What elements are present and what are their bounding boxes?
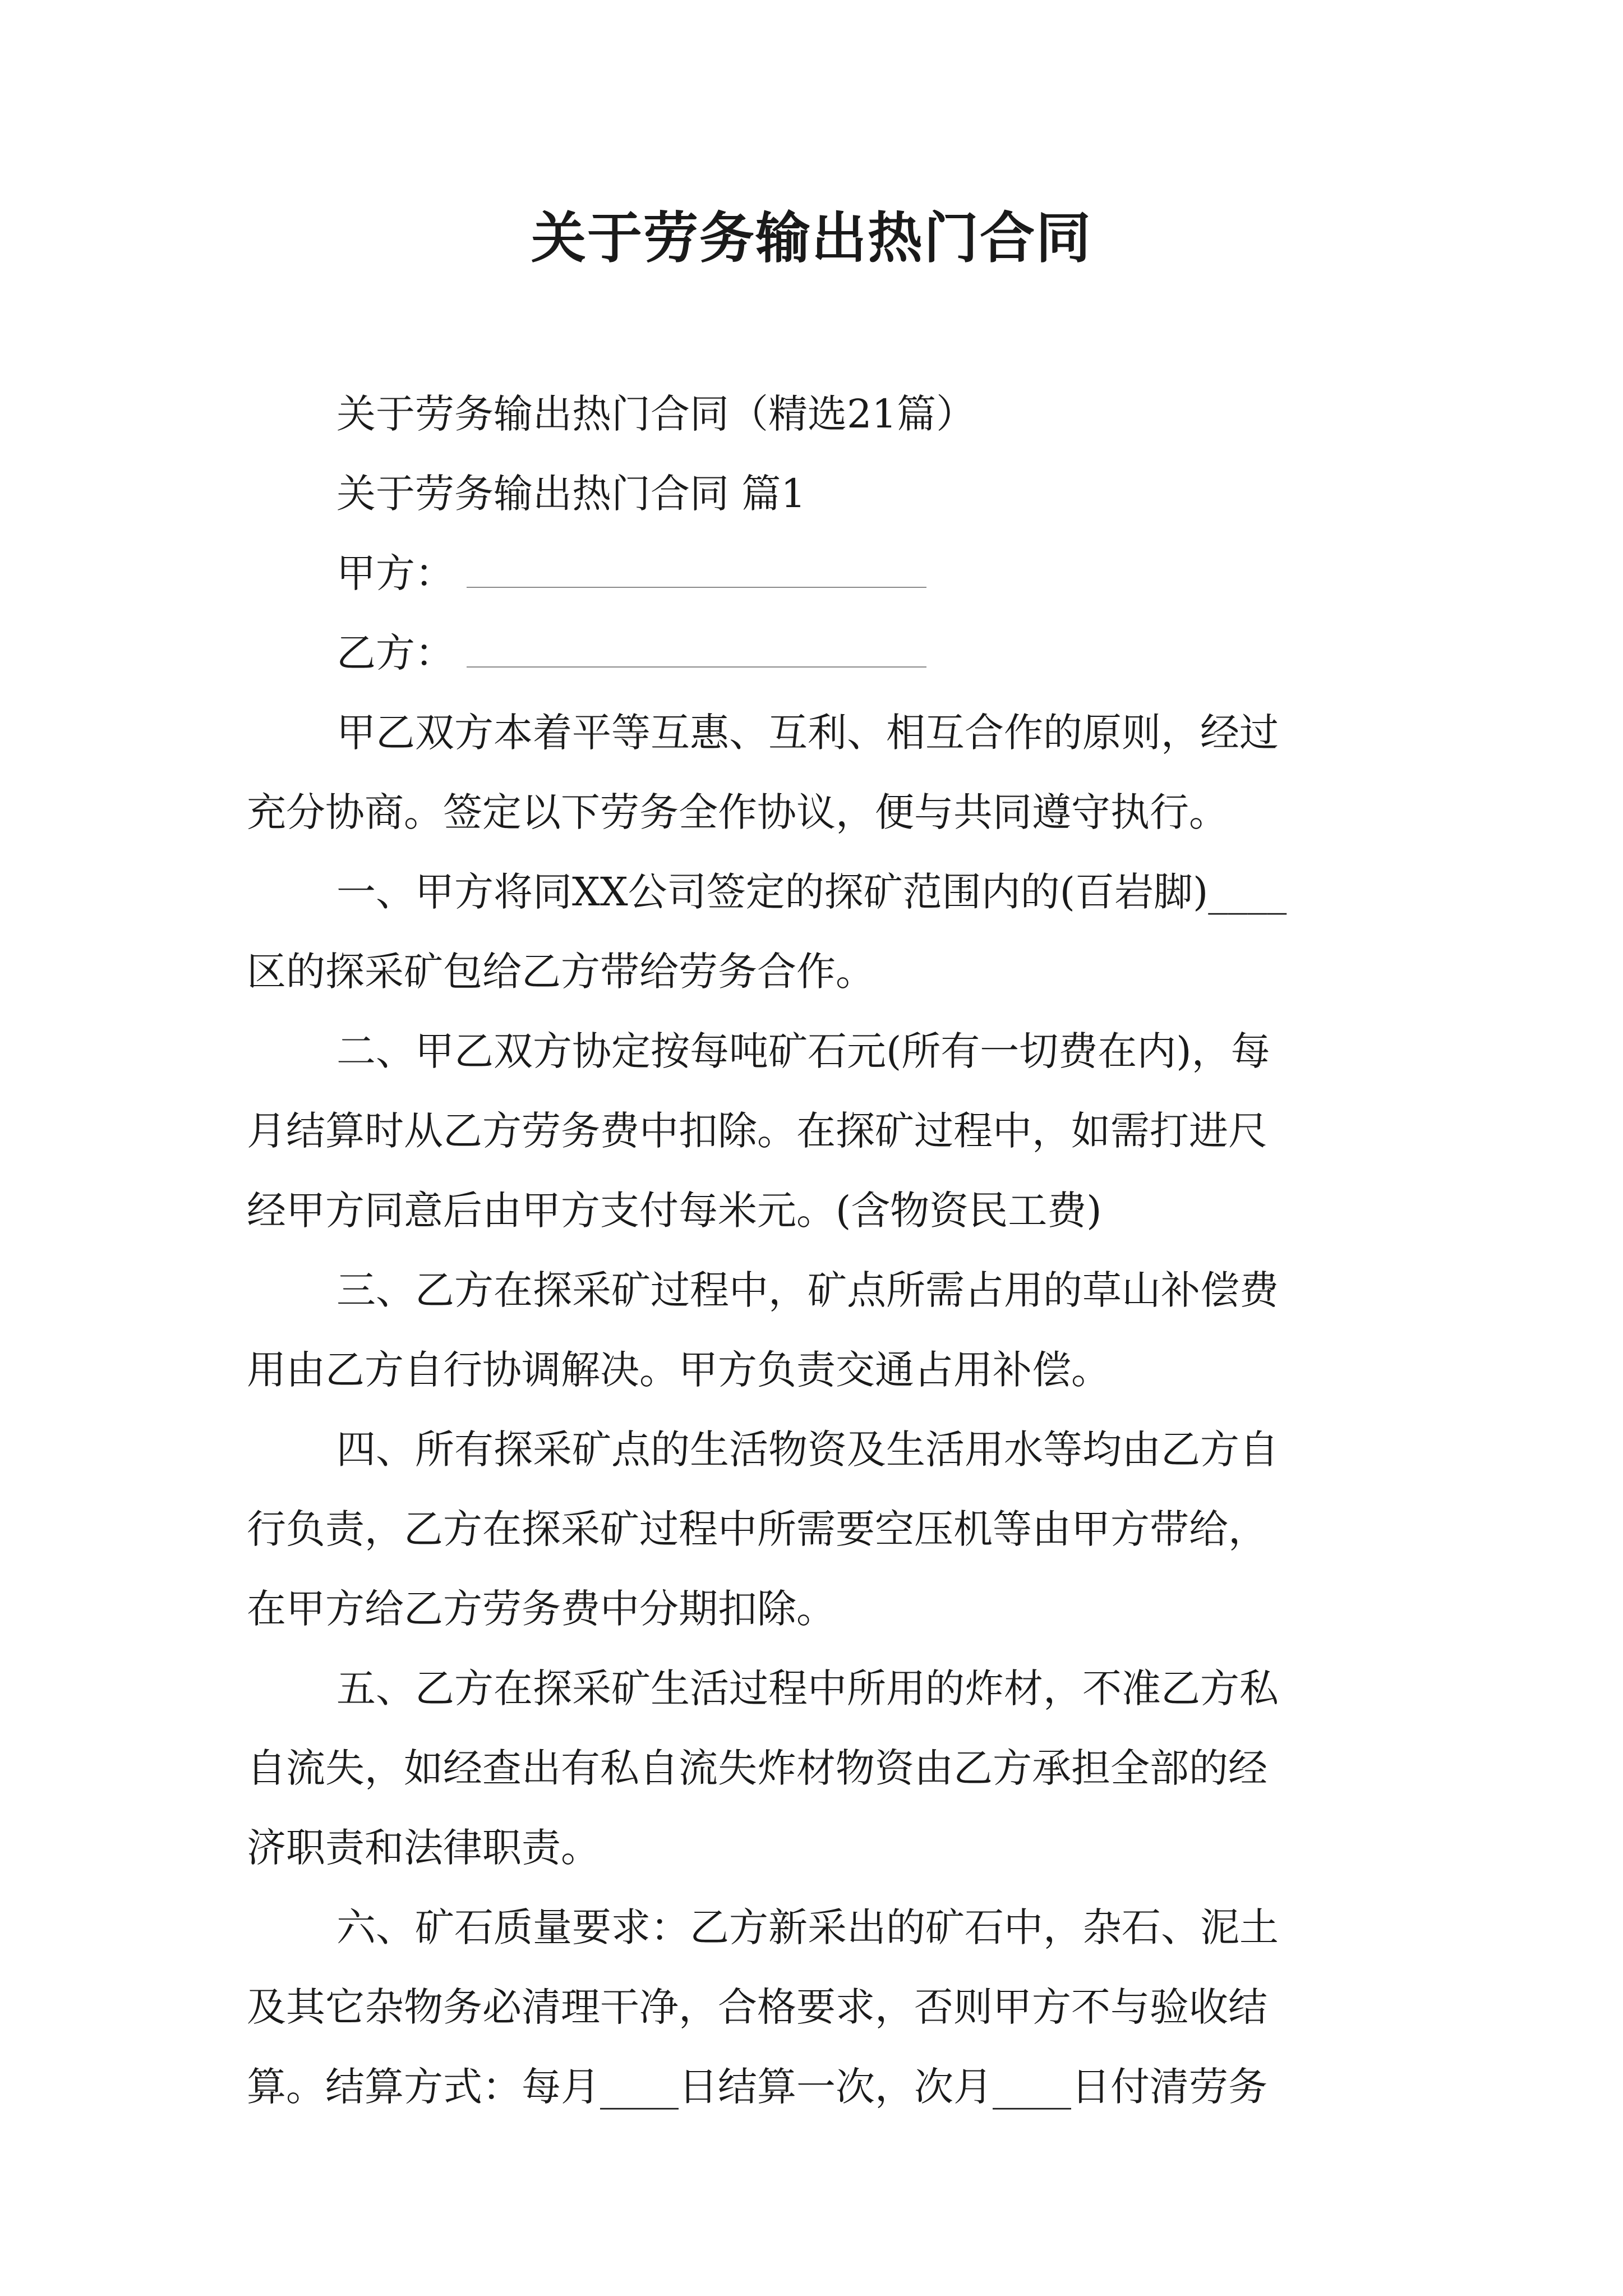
paragraph-line: 算。结算方式：每月____日结算一次，次月____日付清劳务 (247, 2064, 1267, 2110)
party-a-label: 甲方： (336, 550, 454, 596)
paragraph-line: 区的探采矿包给乙方带给劳务合作。 (247, 949, 875, 995)
subtitle-part-1: 关于劳务输出热门合同 篇1 (336, 471, 806, 517)
paragraph-line: 济职责和法律职责。 (247, 1825, 600, 1871)
paragraph-line: 六、矿石质量要求：乙方新采出的矿石中，杂石、泥土 (336, 1904, 1279, 1950)
paragraph-line: 自流失，如经查出有私自流失炸材物资由乙方承担全部的经 (247, 1745, 1267, 1791)
paragraph-line: 用由乙方自行协调解决。甲方负责交通占用补偿。 (247, 1347, 1110, 1393)
paragraph-line: 月结算时从乙方劳务费中扣除。在探矿过程中，如需打进尺 (247, 1108, 1267, 1154)
party-b-blank-line (467, 666, 926, 668)
paragraph-line: 在甲方给乙方劳务费中分期扣除。 (247, 1586, 836, 1632)
party-a-blank-line (467, 587, 926, 588)
party-b-label: 乙方： (336, 630, 454, 676)
paragraph-line: 甲乙双方本着平等互惠、互利、相互合作的原则，经过 (336, 710, 1279, 756)
paragraph-line: 一、甲方将同XX公司签定的探矿范围内的(百岩脚)____ (336, 869, 1287, 915)
paragraph-line: 五、乙方在探采矿生活过程中所用的炸材，不准乙方私 (336, 1665, 1279, 1711)
paragraph-line: 及其它杂物务必清理干净，合格要求，否则甲方不与验收结 (247, 1984, 1267, 2030)
paragraph-line: 充分协商。签定以下劳务全作协议，便与共同遵守执行。 (247, 789, 1228, 835)
paragraph-line: 经甲方同意后由甲方支付每米元。(含物资民工费) (247, 1188, 1102, 1234)
paragraph-line: 四、所有探采矿点的生活物资及生活用水等均由乙方自 (336, 1427, 1279, 1473)
subtitle-collection: 关于劳务输出热门合同（精选21篇） (336, 391, 976, 437)
document-title: 关于劳务输出热门合同 (531, 206, 1092, 270)
paragraph-line: 三、乙方在探采矿过程中，矿点所需占用的草山补偿费 (336, 1267, 1279, 1313)
paragraph-line: 二、甲乙双方协定按每吨矿石元(所有一切费在内)，每 (336, 1028, 1270, 1074)
paragraph-line: 行负责，乙方在探采矿过程中所需要空压机等由甲方带给， (247, 1506, 1267, 1552)
